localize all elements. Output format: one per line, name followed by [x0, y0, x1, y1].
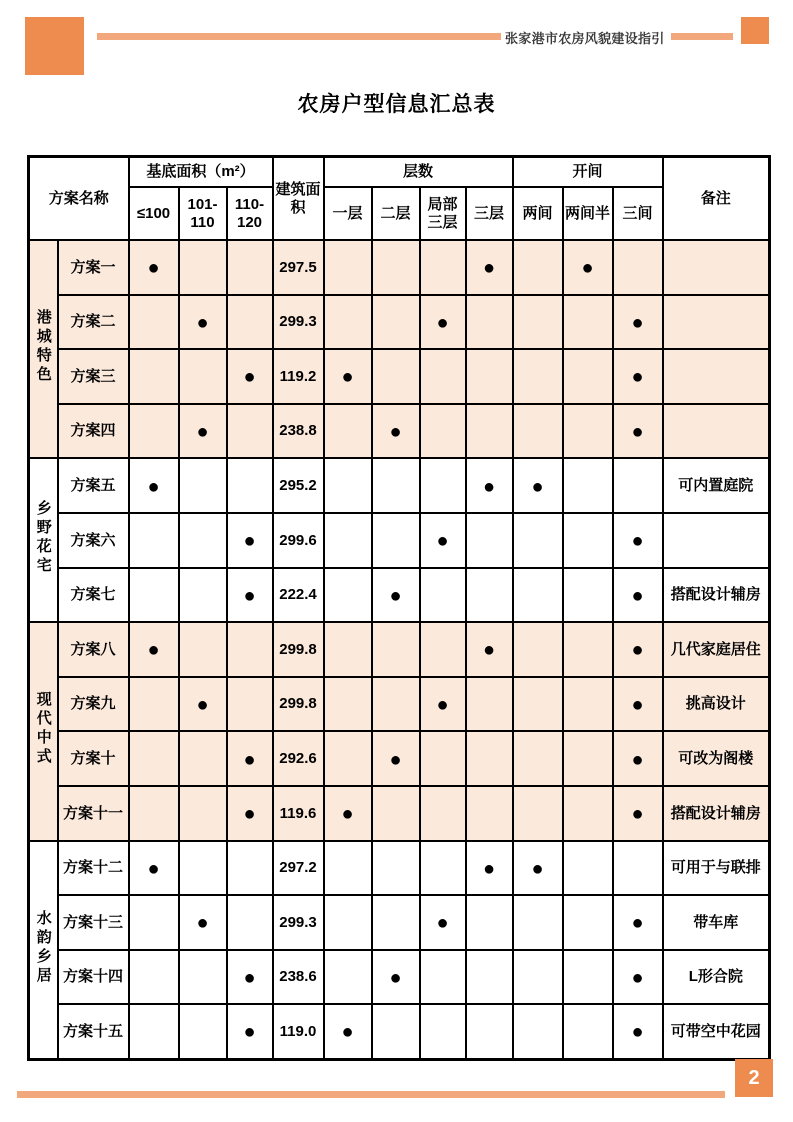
building-area-cell: 119.6 [273, 786, 324, 841]
bay-mark-cell [563, 731, 613, 786]
group-label-cell [29, 240, 58, 458]
selection-dot: ● [389, 966, 402, 989]
floor-mark-cell [466, 622, 513, 677]
floor-mark-cell [372, 622, 420, 677]
floor-mark-cell [324, 950, 372, 1005]
building-area-cell: 297.5 [273, 240, 324, 295]
bay-mark-cell [563, 349, 613, 404]
remark-cell [663, 295, 770, 350]
bay-mark-cell [513, 895, 563, 950]
base-area-mark-cell [179, 568, 227, 623]
base-area-mark-cell [129, 404, 179, 459]
building-area-cell: 222.4 [273, 568, 324, 623]
base-area-mark-cell [179, 895, 227, 950]
scheme-name-cell: 方案九 [58, 677, 129, 732]
base-area-mark-cell [129, 950, 179, 1005]
table-row [29, 458, 770, 513]
bay-mark-cell [513, 841, 563, 896]
selection-dot: ● [243, 803, 256, 826]
selection-dot: ● [631, 366, 644, 389]
floor-mark-cell [466, 895, 513, 950]
selection-dot: ● [243, 1021, 256, 1044]
remark-cell: 挑高设计 [663, 677, 770, 732]
col-subheader-bay-1: 两间 [513, 187, 563, 240]
col-header-remarks: 备注 [663, 157, 770, 241]
bay-mark-cell [613, 677, 663, 732]
table-row [29, 295, 770, 350]
selection-dot: ● [341, 1021, 354, 1044]
building-area-cell: 292.6 [273, 731, 324, 786]
bay-mark-cell [563, 622, 613, 677]
base-area-mark-cell [179, 786, 227, 841]
building-area-cell: 295.2 [273, 458, 324, 513]
floor-mark-cell [420, 622, 466, 677]
scheme-name-cell: 方案十四 [58, 950, 129, 1005]
selection-dot: ● [389, 748, 402, 771]
floor-mark-cell [372, 731, 420, 786]
bay-mark-cell [513, 1004, 563, 1059]
base-area-mark-cell [179, 1004, 227, 1059]
selection-dot: ● [196, 311, 209, 334]
base-area-mark-cell [179, 513, 227, 568]
bay-mark-cell [613, 349, 663, 404]
remark-cell [663, 349, 770, 404]
selection-dot: ● [147, 857, 160, 880]
bay-mark-cell [613, 240, 663, 295]
col-subheader-base-2: 101-110 [179, 187, 227, 240]
selection-dot: ● [631, 966, 644, 989]
floor-mark-cell [372, 404, 420, 459]
col-subheader-base-3: 110-120 [227, 187, 273, 240]
selection-dot: ● [243, 530, 256, 553]
selection-dot: ● [436, 530, 449, 553]
floor-mark-cell [372, 240, 420, 295]
floor-mark-cell [372, 513, 420, 568]
selection-dot: ● [631, 1021, 644, 1044]
floor-mark-cell [324, 513, 372, 568]
bay-mark-cell [563, 404, 613, 459]
scheme-name-cell: 方案十 [58, 731, 129, 786]
base-area-mark-cell [179, 295, 227, 350]
floor-mark-cell [420, 841, 466, 896]
col-subheader-floor-4: 三层 [466, 187, 513, 240]
base-area-mark-cell [227, 677, 273, 732]
base-area-mark-cell [129, 677, 179, 732]
bay-mark-cell [613, 786, 663, 841]
table-row [29, 841, 770, 896]
col-subheader-floor-3: 局部三层 [420, 187, 466, 240]
bay-mark-cell [563, 240, 613, 295]
remark-cell: 可改为阁楼 [663, 731, 770, 786]
building-area-cell: 119.2 [273, 349, 324, 404]
floor-mark-cell [324, 895, 372, 950]
floor-mark-cell [466, 677, 513, 732]
group-label: 港城特色 [34, 309, 52, 386]
building-area-cell: 299.8 [273, 677, 324, 732]
selection-dot: ● [243, 584, 256, 607]
floor-mark-cell [420, 458, 466, 513]
bay-mark-cell [613, 568, 663, 623]
bay-mark-cell [613, 895, 663, 950]
table-header [29, 157, 770, 241]
scheme-name-cell: 方案十一 [58, 786, 129, 841]
header-accent-square [25, 17, 84, 75]
selection-dot: ● [631, 584, 644, 607]
selection-dot: ● [631, 420, 644, 443]
remark-cell: 可带空中花园 [663, 1004, 770, 1059]
floor-mark-cell [466, 568, 513, 623]
table-row [29, 622, 770, 677]
scheme-name-cell: 方案十三 [58, 895, 129, 950]
scheme-name-cell: 方案十二 [58, 841, 129, 896]
base-area-mark-cell [227, 950, 273, 1005]
table-row [29, 513, 770, 568]
col-subheader-bay-2: 两间半 [563, 187, 613, 240]
bay-mark-cell [613, 513, 663, 568]
floor-mark-cell [324, 458, 372, 513]
selection-dot: ● [482, 257, 496, 280]
col-subheader-bay-3: 三间 [613, 187, 663, 240]
base-area-mark-cell [227, 404, 273, 459]
building-area-cell: 119.0 [273, 1004, 324, 1059]
bay-mark-cell [613, 1004, 663, 1059]
bay-mark-cell [613, 950, 663, 1005]
selection-dot: ● [147, 257, 160, 280]
bay-mark-cell [613, 404, 663, 459]
floor-mark-cell [324, 240, 372, 295]
bay-mark-cell [563, 895, 613, 950]
selection-dot: ● [196, 693, 209, 716]
floor-mark-cell [420, 513, 466, 568]
base-area-mark-cell [179, 677, 227, 732]
table-row [29, 240, 770, 295]
floor-mark-cell [324, 295, 372, 350]
selection-dot: ● [482, 857, 496, 880]
bay-mark-cell [563, 295, 613, 350]
remark-cell: 带车库 [663, 895, 770, 950]
floor-mark-cell [420, 349, 466, 404]
base-area-mark-cell [227, 786, 273, 841]
building-area-cell: 299.3 [273, 295, 324, 350]
header-accent-block [741, 17, 769, 44]
header-rule-left [97, 33, 501, 40]
col-header-scheme-name: 方案名称 [29, 157, 129, 241]
bay-mark-cell [513, 950, 563, 1005]
col-subheader-floor-1: 一层 [324, 187, 372, 240]
remark-cell: 可用于与联排 [663, 841, 770, 896]
group-label: 乡野花宅 [34, 500, 52, 577]
floor-mark-cell [372, 1004, 420, 1059]
selection-dot: ● [436, 912, 449, 935]
bay-mark-cell [513, 786, 563, 841]
base-area-mark-cell [227, 731, 273, 786]
scheme-name-cell: 方案六 [58, 513, 129, 568]
group-label-cell [29, 622, 58, 840]
floor-mark-cell [372, 841, 420, 896]
bay-mark-cell [613, 295, 663, 350]
bay-mark-cell [513, 731, 563, 786]
floor-mark-cell [324, 622, 372, 677]
base-area-mark-cell [129, 622, 179, 677]
base-area-mark-cell [227, 513, 273, 568]
floor-mark-cell [466, 513, 513, 568]
floor-mark-cell [420, 895, 466, 950]
floor-mark-cell [324, 404, 372, 459]
bay-mark-cell [563, 513, 613, 568]
base-area-mark-cell [227, 622, 273, 677]
base-area-mark-cell [227, 240, 273, 295]
floor-mark-cell [372, 458, 420, 513]
remark-cell [663, 404, 770, 459]
selection-dot: ● [581, 257, 594, 280]
floor-mark-cell [466, 349, 513, 404]
base-area-mark-cell [227, 841, 273, 896]
selection-dot: ● [482, 639, 496, 662]
scheme-name-cell: 方案一 [58, 240, 129, 295]
header-row-subcolumns [29, 187, 770, 240]
building-area-cell: 297.2 [273, 841, 324, 896]
building-area-cell: 238.8 [273, 404, 324, 459]
col-subheader-base-1: ≤100 [129, 187, 179, 240]
col-subheader-floor-2: 二层 [372, 187, 420, 240]
header-rule-right [671, 33, 733, 40]
col-header-base-area: 基底面积（m²） [129, 157, 273, 188]
base-area-mark-cell [129, 895, 179, 950]
selection-dot: ● [243, 366, 256, 389]
floor-mark-cell [324, 731, 372, 786]
bay-mark-cell [563, 568, 613, 623]
table-row [29, 568, 770, 623]
table-row [29, 349, 770, 404]
floor-mark-cell [466, 458, 513, 513]
base-area-mark-cell [179, 731, 227, 786]
page-number-badge: 2 [735, 1059, 773, 1097]
selection-dot: ● [196, 420, 209, 443]
floor-mark-cell [324, 677, 372, 732]
base-area-mark-cell [129, 841, 179, 896]
selection-dot: ● [389, 584, 402, 607]
group-label-cell [29, 841, 58, 1060]
col-header-bays: 开间 [513, 157, 663, 188]
base-area-mark-cell [129, 568, 179, 623]
selection-dot: ● [631, 748, 644, 771]
floor-mark-cell [324, 841, 372, 896]
bay-mark-cell [513, 622, 563, 677]
col-header-building-area: 建筑面积 [273, 157, 324, 241]
floor-mark-cell [420, 404, 466, 459]
base-area-mark-cell [129, 295, 179, 350]
remark-cell: L形合院 [663, 950, 770, 1005]
floor-mark-cell [372, 895, 420, 950]
selection-dot: ● [531, 857, 544, 880]
bay-mark-cell [513, 404, 563, 459]
bay-mark-cell [513, 295, 563, 350]
base-area-mark-cell [227, 295, 273, 350]
building-area-cell: 299.3 [273, 895, 324, 950]
document-title: 张家港市农房风貌建设指引 [505, 31, 665, 46]
floor-mark-cell [466, 950, 513, 1005]
floor-mark-cell [420, 950, 466, 1005]
remark-cell: 搭配设计辅房 [663, 568, 770, 623]
base-area-mark-cell [179, 841, 227, 896]
group-label-cell [29, 458, 58, 622]
floor-mark-cell [372, 677, 420, 732]
selection-dot: ● [243, 748, 256, 771]
selection-dot: ● [631, 912, 644, 935]
floor-mark-cell [466, 404, 513, 459]
floor-mark-cell [420, 677, 466, 732]
table-row [29, 404, 770, 459]
selection-dot: ● [341, 366, 354, 389]
bay-mark-cell [563, 1004, 613, 1059]
selection-dot: ● [147, 475, 160, 498]
floor-mark-cell [324, 568, 372, 623]
header-row-groups [29, 157, 770, 188]
bay-mark-cell [613, 731, 663, 786]
summary-table-body [29, 240, 770, 1059]
base-area-mark-cell [179, 404, 227, 459]
remark-cell [663, 513, 770, 568]
bay-mark-cell [513, 240, 563, 295]
scheme-name-cell: 方案十五 [58, 1004, 129, 1059]
selection-dot: ● [243, 966, 256, 989]
col-header-floors: 层数 [324, 157, 513, 188]
floor-mark-cell [324, 349, 372, 404]
floor-mark-cell [372, 295, 420, 350]
base-area-mark-cell [227, 895, 273, 950]
table-container [27, 155, 771, 1061]
selection-dot: ● [147, 639, 160, 662]
bay-mark-cell [563, 950, 613, 1005]
bay-mark-cell [513, 677, 563, 732]
scheme-name-cell: 方案二 [58, 295, 129, 350]
floor-mark-cell [324, 786, 372, 841]
selection-dot: ● [631, 530, 644, 553]
base-area-mark-cell [227, 458, 273, 513]
selection-dot: ● [631, 311, 644, 334]
table-row [29, 786, 770, 841]
bay-mark-cell [563, 677, 613, 732]
base-area-mark-cell [129, 786, 179, 841]
bay-mark-cell [563, 458, 613, 513]
selection-dot: ● [531, 475, 544, 498]
floor-mark-cell [466, 1004, 513, 1059]
floor-mark-cell [372, 950, 420, 1005]
floor-mark-cell [466, 786, 513, 841]
table-row [29, 677, 770, 732]
selection-dot: ● [631, 639, 644, 662]
table-row [29, 1004, 770, 1059]
selection-dot: ● [482, 475, 496, 498]
floor-mark-cell [466, 240, 513, 295]
scheme-name-cell: 方案五 [58, 458, 129, 513]
floor-mark-cell [420, 1004, 466, 1059]
floor-mark-cell [420, 731, 466, 786]
floor-mark-cell [466, 841, 513, 896]
bay-mark-cell [563, 786, 613, 841]
base-area-mark-cell [227, 1004, 273, 1059]
base-area-mark-cell [179, 458, 227, 513]
bay-mark-cell [513, 349, 563, 404]
floor-mark-cell [466, 731, 513, 786]
base-area-mark-cell [227, 568, 273, 623]
floor-mark-cell [420, 786, 466, 841]
table-row [29, 895, 770, 950]
scheme-name-cell: 方案八 [58, 622, 129, 677]
base-area-mark-cell [129, 349, 179, 404]
page-title: 农房户型信息汇总表 [297, 93, 496, 116]
floor-mark-cell [372, 568, 420, 623]
selection-dot: ● [389, 420, 402, 443]
bay-mark-cell [513, 458, 563, 513]
building-area-cell: 299.8 [273, 622, 324, 677]
bay-mark-cell [613, 458, 663, 513]
bay-mark-cell [613, 841, 663, 896]
bay-mark-cell [563, 841, 613, 896]
base-area-mark-cell [129, 1004, 179, 1059]
floor-mark-cell [372, 786, 420, 841]
scheme-name-cell: 方案七 [58, 568, 129, 623]
floor-mark-cell [324, 1004, 372, 1059]
scheme-name-cell: 方案四 [58, 404, 129, 459]
housing-type-summary-table [27, 155, 771, 1061]
floor-mark-cell [372, 349, 420, 404]
floor-mark-cell [420, 568, 466, 623]
table-row [29, 950, 770, 1005]
scheme-name-cell: 方案三 [58, 349, 129, 404]
group-label: 水韵乡居 [34, 909, 52, 986]
selection-dot: ● [341, 803, 354, 826]
remark-cell: 可内置庭院 [663, 458, 770, 513]
selection-dot: ● [631, 693, 644, 716]
base-area-mark-cell [129, 240, 179, 295]
remark-cell [663, 240, 770, 295]
base-area-mark-cell [179, 349, 227, 404]
bay-mark-cell [513, 513, 563, 568]
base-area-mark-cell [129, 458, 179, 513]
base-area-mark-cell [179, 240, 227, 295]
base-area-mark-cell [179, 622, 227, 677]
selection-dot: ● [436, 311, 449, 334]
table-row [29, 731, 770, 786]
building-area-cell: 299.6 [273, 513, 324, 568]
floor-mark-cell [420, 240, 466, 295]
remark-cell: 几代家庭居住 [663, 622, 770, 677]
remark-cell: 搭配设计辅房 [663, 786, 770, 841]
selection-dot: ● [196, 912, 209, 935]
floor-mark-cell [420, 295, 466, 350]
floor-mark-cell [466, 295, 513, 350]
footer-rule [17, 1091, 725, 1098]
building-area-cell: 238.6 [273, 950, 324, 1005]
bay-mark-cell [513, 568, 563, 623]
selection-dot: ● [631, 803, 644, 826]
base-area-mark-cell [179, 950, 227, 1005]
base-area-mark-cell [129, 731, 179, 786]
base-area-mark-cell [227, 349, 273, 404]
base-area-mark-cell [129, 513, 179, 568]
bay-mark-cell [613, 622, 663, 677]
group-label: 现代中式 [34, 691, 52, 768]
selection-dot: ● [436, 693, 449, 716]
